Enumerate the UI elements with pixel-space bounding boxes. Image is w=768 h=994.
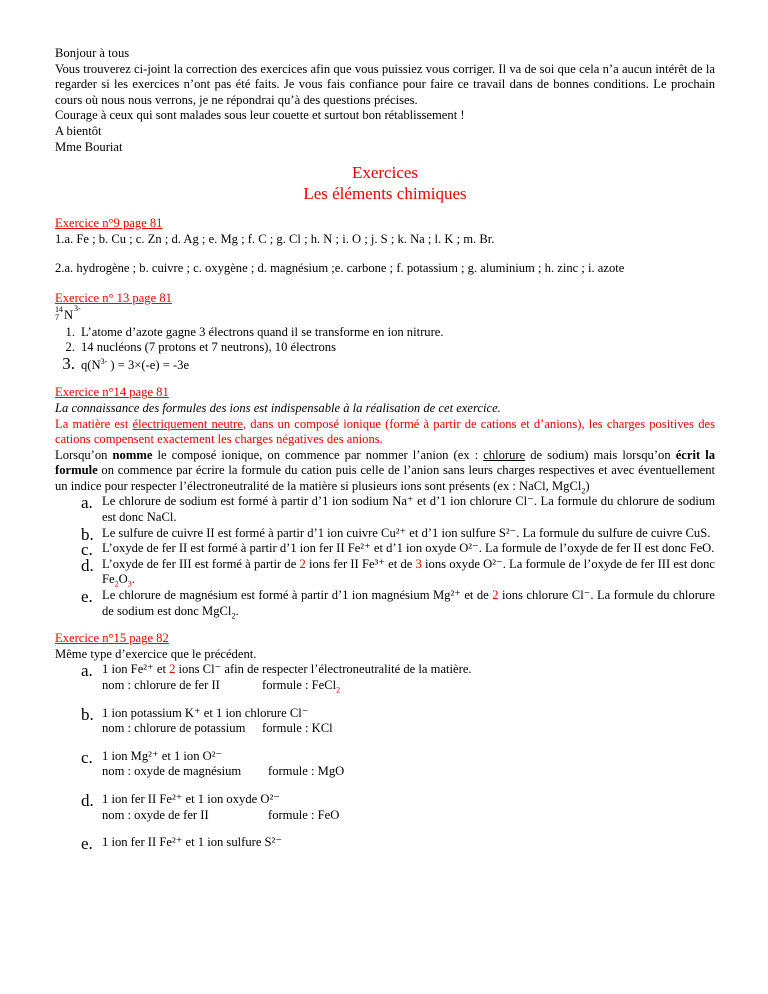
intro-line: Bonjour à tous [55, 46, 130, 60]
nuclide-charge: 3- [74, 303, 81, 313]
list-item: d. L’oxyde de fer III est formé à partir de 2 ions fer II Fe³⁺ et de 3 ions oxyde O²⁻. La formule de l’oxyde de fer III est donc $Fe_2O_3$. [81, 555, 716, 589]
exercise-14-heading: Exercice n°14 page 81 [55, 385, 169, 400]
list-item: 3. $q(N^{3-}$ ) = 3×(-e) = -3e [62, 353, 190, 373]
title-line-2: Les éléments chimiques [303, 184, 467, 204]
exercise-13-heading: Exercice n° 13 page 81 [55, 290, 172, 305]
nuclide-symbol: N [64, 307, 74, 322]
exercise-9-line-1: 1.a. Fe ; b. Cu ; c. Zn ; d. Ag ; e. Mg ; f. C ; g. Cl ; h. N ; i. O ; j. S ; k. Na ; l. K ; m. Br. [55, 231, 495, 246]
list-item: d. 1 ion fer II Fe²⁺ et 1 ion oxyde O²⁻ nom : oxyde de fer II formule : FeO [81, 790, 340, 822]
naming-rule: Lorsqu’on nomme le composé ionique, on commence par nommer l’anion (ex : chlorure de sodium) mais lorsqu’on écrit la formule on commence par écrire la formule du cation puis celle de l’anion sans leurs charges respectives et avec éventuellement un indice pour respecter l’électroneutralité de la matière si plusieurs ions sont présents (ex : NaCl, MgCl$_2$) [55, 447, 715, 496]
neutrality-rule: La matière est électriquement neutre, dans un composé ionique (formé à partir de cations et d’anions), les charges positives des cations compensent exactement les charges négatives des anions. [55, 416, 715, 447]
intro-line: Courage à ceux qui sont malades sous leur couette et surtout bon rétablissement ! [55, 108, 465, 123]
list-item: b. Le sulfure de cuivre II est formé à partir d’1 ion cuivre Cu²⁺ et d’1 ion sulfure S²⁻. La formule du sulfure de cuivre CuS. [81, 524, 711, 544]
exercise-15 [55, 631, 715, 854]
list-item: e. 1 ion fer II Fe²⁺ et 1 ion sulfure S²⁻ [81, 834, 282, 854]
list-item: a. Le chlorure de sodium est formé à partir d’1 ion sodium Na⁺ et d’1 ion chlorure Cl⁻. La formule du chlorure de sodium est donc NaCl. [81, 493, 715, 525]
list-item: c. L’oxyde de fer II est formé à partir d’1 ion fer II Fe²⁺ et d’1 ion oxyde O²⁻. La formule de l’oxyde de fer II est donc FeO. [81, 540, 715, 560]
list-item: b. 1 ion potassium K⁺ et 1 ion chlorure Cl⁻ nom : chlorure de potassium formule : KCl [81, 704, 333, 736]
nuclide-notation [55, 303, 715, 325]
list-item: 1. L’atome d’azote gagne 3 électrons quand il se transforme en ion nitrure. [65, 324, 444, 339]
exercise-13 [55, 291, 715, 373]
intro-line: Mme Bouriat [55, 139, 123, 154]
exercise-13-list [55, 325, 715, 374]
exercise-9-heading: Exercice n°9 page 81 [55, 216, 163, 231]
document-page [55, 46, 716, 854]
list-item: e. Le chlorure de magnésium est formé à partir d’1 ion magnésium Mg²⁺ et de 2 ions chlorure Cl⁻. La formule du chlorure de sodium est donc MgCl$_2$. [81, 587, 715, 621]
exercise-15-intro: Même type d’exercice que le précédent. [55, 646, 257, 661]
intro-message [55, 46, 715, 155]
exercise-14-list [55, 494, 715, 619]
list-item: c. 1 ion Mg²⁺ et 1 ion O²⁻ nom : oxyde de magnésium formule : MgO [81, 747, 345, 779]
exercise-14-note: La connaissance des formules des ions est indispensable à la réalisation de cet exercice. [55, 400, 501, 415]
intro-line: A bientôt [55, 123, 102, 138]
nuclide-z: 7 [55, 312, 59, 322]
exercise-15-list [55, 661, 715, 854]
exercise-14 [55, 385, 715, 619]
title-line-1: Exercices [351, 163, 419, 183]
page-title [55, 162, 715, 204]
exercise-9 [55, 216, 715, 277]
exercise-9-line-2: 2.a. hydrogène ; b. cuivre ; c. oxygène ; d. magnésium ;e. carbone ; f. potassium ; g. aluminium ; h. zinc ; i. azote [55, 261, 625, 276]
list-item: 2. 14 nucléons (7 protons et 7 neutrons), 10 électrons [65, 340, 336, 355]
nuclide-mass: 14 [55, 304, 63, 314]
exercise-15-heading: Exercice n°15 page 82 [55, 631, 169, 646]
list-item: a. 1 ion Fe²⁺ et 2 ions Cl⁻ afin de respecter l’électroneutralité de la matière. nom : chlorure de fer II formule : FeCl$_2$ [81, 661, 472, 695]
intro-line: Vous trouverez ci-joint la correction des exercices afin que vous puissiez vous corriger. Il va de soi que cela n’a aucun intérêt de la regarder si les exercices n’ont pas été faits. Je vous fais confiance pour faire ce travail dans de bonnes conditions. Le prochain cours où nous nous verrons, je ne répondrai qu’à des questions précises. [55, 61, 715, 107]
